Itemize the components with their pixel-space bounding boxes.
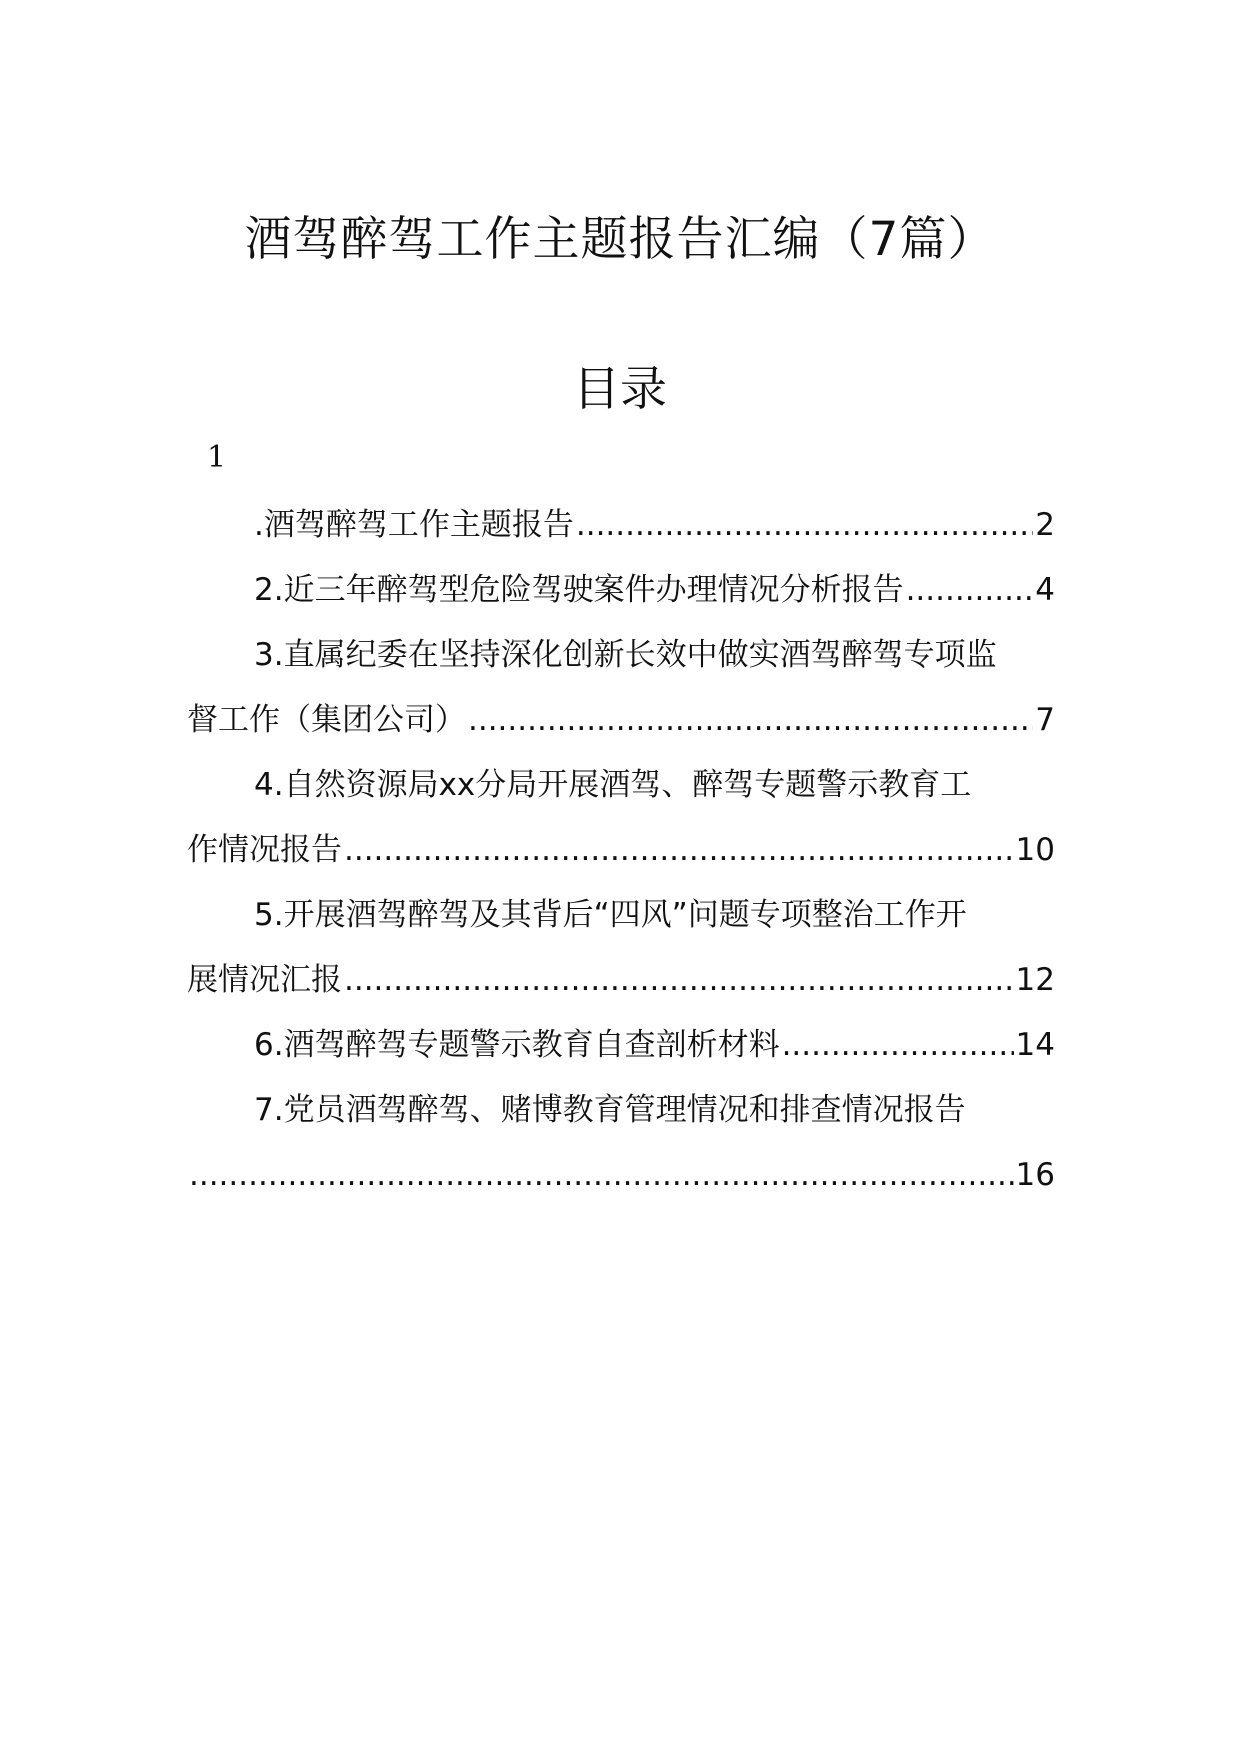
toc-entry[interactable] [187,753,1055,883]
toc-entry-line [187,493,1055,558]
toc-page-number: 4 [1035,572,1055,608]
toc-entry-title: 2.近三年醉驾型危险驾驶案件办理情况分析报告 [254,572,904,608]
toc-dot-leader [782,1013,1014,1078]
toc-entry-continuation [187,1143,1055,1208]
toc-entry-line [187,558,1055,623]
toc-entry-line [187,1078,1055,1143]
toc-heading: 目录 [573,362,667,417]
toc-entry[interactable] [187,493,1055,558]
toc-dot-leader [344,948,1014,1013]
toc-page-number: 10 [1015,832,1055,868]
toc-dot-leader [189,1143,1014,1208]
toc-entry-continuation [187,688,1055,753]
toc-entry-line [187,623,1055,688]
toc-entry[interactable] [187,883,1055,1013]
document-title: 酒驾醉驾工作主题报告汇编（7篇） [244,212,996,267]
toc-entry-line [187,753,1055,818]
toc-entry[interactable] [187,623,1055,753]
toc-page-number: 14 [1015,1027,1055,1063]
toc-entry-title: 督工作（集团公司） [187,702,466,738]
toc-page-number: 2 [1035,507,1055,543]
toc-entry-title: .酒驾醉驾工作主题报告 [254,507,574,543]
toc-entry-continuation [187,948,1055,1013]
toc-entry-title: 7.党员酒驾醉驾、赌博教育管理情况和排查情况报告 [254,1092,966,1128]
toc-entry-continuation [187,818,1055,883]
toc-page-number: 7 [1035,702,1055,738]
toc-entry[interactable] [187,1078,1055,1208]
toc-entry-line [187,883,1055,948]
toc-entry[interactable] [187,558,1055,623]
toc-entry-title: 5.开展酒驾醉驾及其背后“四风”问题专项整治工作开 [254,897,967,933]
toc-entry-title: 4.自然资源局xx分局开展酒驾、醉驾专题警示教育工 [254,767,972,803]
toc-dot-leader [906,558,1034,623]
toc-dot-leader [468,688,1033,753]
toc-entry[interactable] [187,1013,1055,1078]
toc-entry-title: 展情况汇报 [187,962,342,998]
table-of-contents [187,493,1055,1208]
toc-entry-title: 作情况报告 [187,832,342,868]
toc-entry-title: 3.直属纪委在坚持深化创新长效中做实酒驾醉驾专项监 [254,637,997,673]
toc-dot-leader [344,818,1014,883]
stray-number: 1 [207,440,227,475]
toc-page-number: 16 [1015,1157,1055,1193]
toc-page-number: 12 [1015,962,1055,998]
toc-entry-title: 6.酒驾醉驾专题警示教育自查剖析材料 [254,1027,780,1063]
toc-dot-leader [576,493,1033,558]
toc-entry-line [187,1013,1055,1078]
